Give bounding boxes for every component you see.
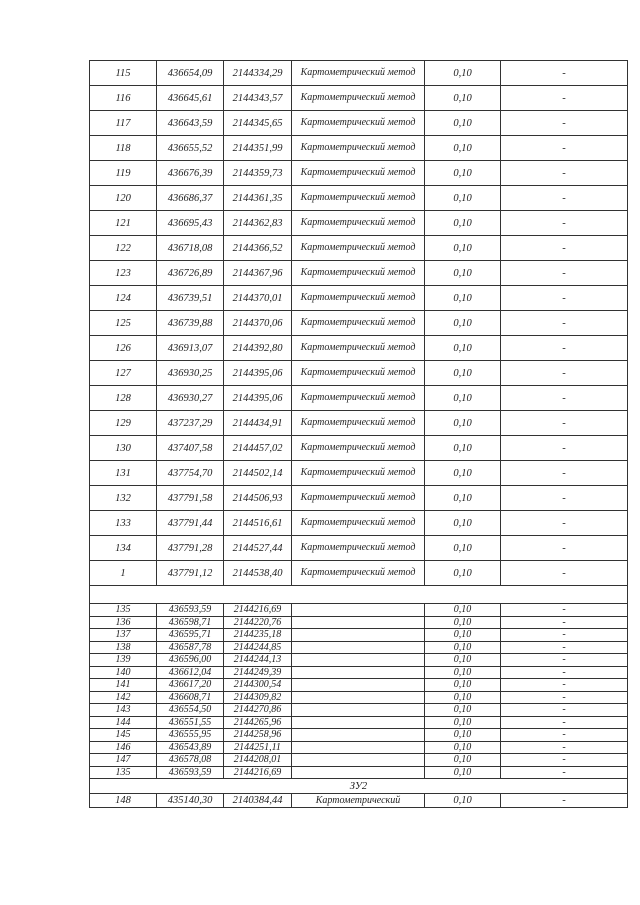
method: Картометрический метод [292,286,425,311]
accuracy: 0,10 [425,61,501,86]
method [292,716,425,729]
description: - [501,111,628,136]
description: - [501,386,628,411]
point-number: 120 [90,186,157,211]
coord-y: 2144516,61 [224,511,292,536]
table-row [90,61,628,86]
coord-x: 436695,43 [157,211,224,236]
table-row [90,766,628,779]
table-row [90,211,628,236]
coord-x: 436643,59 [157,111,224,136]
method [292,704,425,717]
description: - [501,729,628,742]
coord-x: 436930,25 [157,361,224,386]
coord-y: 2144343,57 [224,86,292,111]
coord-y: 2144235,18 [224,629,292,642]
description: - [501,436,628,461]
accuracy: 0,10 [425,679,501,692]
method: Картометрический метод [292,111,425,136]
zone-label: ЗУ2 [90,779,628,794]
accuracy: 0,10 [425,536,501,561]
description: - [501,766,628,779]
accuracy: 0,10 [425,754,501,767]
description: - [501,741,628,754]
method: Картометрический метод [292,361,425,386]
method: Картометрический метод [292,236,425,261]
blank-separator [90,586,628,604]
method: Картометрический метод [292,486,425,511]
accuracy: 0,10 [425,436,501,461]
coord-y: 2144457,02 [224,436,292,461]
coord-y: 2144527,44 [224,536,292,561]
point-number: 118 [90,136,157,161]
accuracy: 0,10 [425,161,501,186]
coord-x: 436617,20 [157,679,224,692]
coord-y: 2144208,01 [224,754,292,767]
point-number: 127 [90,361,157,386]
point-number: 128 [90,386,157,411]
coord-x: 436596,00 [157,654,224,667]
point-number: 138 [90,641,157,654]
description: - [501,186,628,211]
point-number: 133 [90,511,157,536]
table-row [90,754,628,767]
accuracy: 0,10 [425,604,501,617]
point-number: 1 [90,561,157,586]
coord-x: 436913,07 [157,336,224,361]
accuracy: 0,10 [425,336,501,361]
description: - [501,361,628,386]
table-row [90,311,628,336]
accuracy: 0,10 [425,794,501,808]
table-row [90,666,628,679]
accuracy: 0,10 [425,236,501,261]
accuracy: 0,10 [425,111,501,136]
description: - [501,511,628,536]
description: - [501,311,628,336]
table-row [90,704,628,717]
accuracy: 0,10 [425,136,501,161]
point-number: 146 [90,741,157,754]
method: Картометрический метод [292,411,425,436]
coord-y: 2140384,44 [224,794,292,808]
point-number: 124 [90,286,157,311]
method: Картометрический метод [292,61,425,86]
coord-y: 2144334,29 [224,61,292,86]
coord-x: 437791,44 [157,511,224,536]
coord-y: 2144265,96 [224,716,292,729]
point-number: 135 [90,604,157,617]
table-row [90,286,628,311]
coord-y: 2144367,96 [224,261,292,286]
description: - [501,86,628,111]
description: - [501,679,628,692]
method [292,754,425,767]
coord-x: 437791,28 [157,536,224,561]
table-row [90,511,628,536]
description: - [501,411,628,436]
point-number: 125 [90,311,157,336]
description: - [501,794,628,808]
method: Картометрический метод [292,86,425,111]
coord-y: 2144244,13 [224,654,292,667]
coord-y: 2144216,69 [224,604,292,617]
coord-x: 437754,70 [157,461,224,486]
coordinates-table-body-plain [90,604,628,779]
point-number: 135 [90,766,157,779]
method [292,766,425,779]
accuracy: 0,10 [425,461,501,486]
point-number: 116 [90,86,157,111]
coord-y: 2144220,76 [224,616,292,629]
point-number: 126 [90,336,157,361]
coord-x: 436645,61 [157,86,224,111]
method: Картометрический метод [292,536,425,561]
table-row [90,679,628,692]
description: - [501,211,628,236]
accuracy: 0,10 [425,386,501,411]
accuracy: 0,10 [425,654,501,667]
coord-y: 2144270,86 [224,704,292,717]
table-row [90,261,628,286]
coord-x: 436726,89 [157,261,224,286]
description: - [501,654,628,667]
description: - [501,716,628,729]
coord-x: 437791,12 [157,561,224,586]
description: - [501,261,628,286]
description: - [501,536,628,561]
method: Картометрический метод [292,261,425,286]
point-number: 136 [90,616,157,629]
accuracy: 0,10 [425,691,501,704]
description: - [501,629,628,642]
description: - [501,136,628,161]
point-number: 137 [90,629,157,642]
point-number: 141 [90,679,157,692]
coordinates-table-body-method [90,61,628,586]
coord-y: 2144370,06 [224,311,292,336]
method [292,641,425,654]
coord-x: 436739,88 [157,311,224,336]
coord-y: 2144345,65 [224,111,292,136]
table-row [90,691,628,704]
accuracy: 0,10 [425,716,501,729]
method: Картометрический метод [292,561,425,586]
coord-x: 436654,09 [157,61,224,86]
coord-x: 436608,71 [157,691,224,704]
accuracy: 0,10 [425,86,501,111]
table-row [90,561,628,586]
method [292,604,425,617]
coord-y: 2144309,82 [224,691,292,704]
accuracy: 0,10 [425,766,501,779]
table-row [90,604,628,617]
coord-x: 436676,39 [157,161,224,186]
table-row [90,616,628,629]
table-row [90,629,628,642]
table-row [90,236,628,261]
point-number: 148 [90,794,157,808]
description: - [501,61,628,86]
point-number: 143 [90,704,157,717]
accuracy: 0,10 [425,629,501,642]
accuracy: 0,10 [425,561,501,586]
method: Картометрический метод [292,436,425,461]
method [292,654,425,667]
description: - [501,161,628,186]
coord-x: 436686,37 [157,186,224,211]
coord-y: 2144502,14 [224,461,292,486]
point-number: 134 [90,536,157,561]
accuracy: 0,10 [425,261,501,286]
description: - [501,561,628,586]
table-row [90,641,628,654]
coord-y: 2144251,11 [224,741,292,754]
point-number: 145 [90,729,157,742]
coord-y: 2144392,80 [224,336,292,361]
table-row [90,741,628,754]
accuracy: 0,10 [425,361,501,386]
description: - [501,616,628,629]
coord-y: 2144395,06 [224,386,292,411]
table-row [90,461,628,486]
point-number: 115 [90,61,157,86]
point-number: 122 [90,236,157,261]
coord-x: 436554,50 [157,704,224,717]
method: Картометрический [292,794,425,808]
accuracy: 0,10 [425,286,501,311]
table-row [90,386,628,411]
coord-y: 2144538,40 [224,561,292,586]
description: - [501,704,628,717]
description: - [501,286,628,311]
coord-x: 436739,51 [157,286,224,311]
point-number: 121 [90,211,157,236]
coord-y: 2144361,35 [224,186,292,211]
method: Картометрический метод [292,336,425,361]
coord-x: 436718,08 [157,236,224,261]
coord-y: 2144249,39 [224,666,292,679]
coord-x: 437237,29 [157,411,224,436]
method [292,691,425,704]
accuracy: 0,10 [425,411,501,436]
table-row [90,654,628,667]
table-row [90,536,628,561]
coord-x: 436595,71 [157,629,224,642]
point-number: 139 [90,654,157,667]
table-row [90,161,628,186]
coord-y: 2144216,69 [224,766,292,779]
method: Картометрический метод [292,511,425,536]
coord-y: 2144395,06 [224,361,292,386]
description: - [501,461,628,486]
coord-y: 2144359,73 [224,161,292,186]
coord-y: 2144506,93 [224,486,292,511]
coord-x: 436587,78 [157,641,224,654]
coord-y: 2144244,85 [224,641,292,654]
point-number: 144 [90,716,157,729]
method: Картометрический метод [292,386,425,411]
description: - [501,486,628,511]
coord-x: 437407,58 [157,436,224,461]
point-number: 142 [90,691,157,704]
coord-x: 436543,89 [157,741,224,754]
coord-x: 436593,59 [157,766,224,779]
table-row [90,436,628,461]
coord-y: 2144351,99 [224,136,292,161]
method: Картометрический метод [292,311,425,336]
accuracy: 0,10 [425,704,501,717]
accuracy: 0,10 [425,666,501,679]
point-number: 117 [90,111,157,136]
table-row [90,86,628,111]
accuracy: 0,10 [425,741,501,754]
coord-x: 436930,27 [157,386,224,411]
coord-x: 436612,04 [157,666,224,679]
description: - [501,236,628,261]
table-row [90,361,628,386]
coord-y: 2144370,01 [224,286,292,311]
description: - [501,641,628,654]
method: Картометрический метод [292,186,425,211]
point-number: 119 [90,161,157,186]
table-row [90,136,628,161]
method [292,666,425,679]
coord-x: 436551,55 [157,716,224,729]
table-row [90,411,628,436]
accuracy: 0,10 [425,186,501,211]
table-row [90,336,628,361]
accuracy: 0,10 [425,511,501,536]
method [292,679,425,692]
coord-x: 436555,95 [157,729,224,742]
coord-x: 436598,71 [157,616,224,629]
point-number: 140 [90,666,157,679]
coordinates-table [89,60,628,808]
coord-y: 2144366,52 [224,236,292,261]
method [292,729,425,742]
point-number: 129 [90,411,157,436]
coord-x: 436593,59 [157,604,224,617]
coord-y: 2144434,91 [224,411,292,436]
description: - [501,336,628,361]
accuracy: 0,10 [425,729,501,742]
point-number: 147 [90,754,157,767]
table-row [90,111,628,136]
coord-x: 436578,08 [157,754,224,767]
coord-x: 436655,52 [157,136,224,161]
accuracy: 0,10 [425,486,501,511]
table-row [90,486,628,511]
description: - [501,604,628,617]
point-number: 123 [90,261,157,286]
point-number: 132 [90,486,157,511]
table-row [90,794,628,808]
zone-section [90,779,628,808]
description: - [501,754,628,767]
method: Картометрический метод [292,161,425,186]
method [292,629,425,642]
method [292,741,425,754]
method: Картометрический метод [292,211,425,236]
accuracy: 0,10 [425,616,501,629]
method: Картометрический метод [292,461,425,486]
blank-row [90,586,628,604]
point-number: 130 [90,436,157,461]
description: - [501,666,628,679]
coord-x: 435140,30 [157,794,224,808]
accuracy: 0,10 [425,311,501,336]
coord-x: 437791,58 [157,486,224,511]
table-row [90,716,628,729]
method [292,616,425,629]
table-row [90,729,628,742]
point-number: 131 [90,461,157,486]
description: - [501,691,628,704]
coord-y: 2144300,54 [224,679,292,692]
accuracy: 0,10 [425,641,501,654]
accuracy: 0,10 [425,211,501,236]
method: Картометрический метод [292,136,425,161]
coord-y: 2144362,83 [224,211,292,236]
table-row [90,186,628,211]
coord-y: 2144258,96 [224,729,292,742]
